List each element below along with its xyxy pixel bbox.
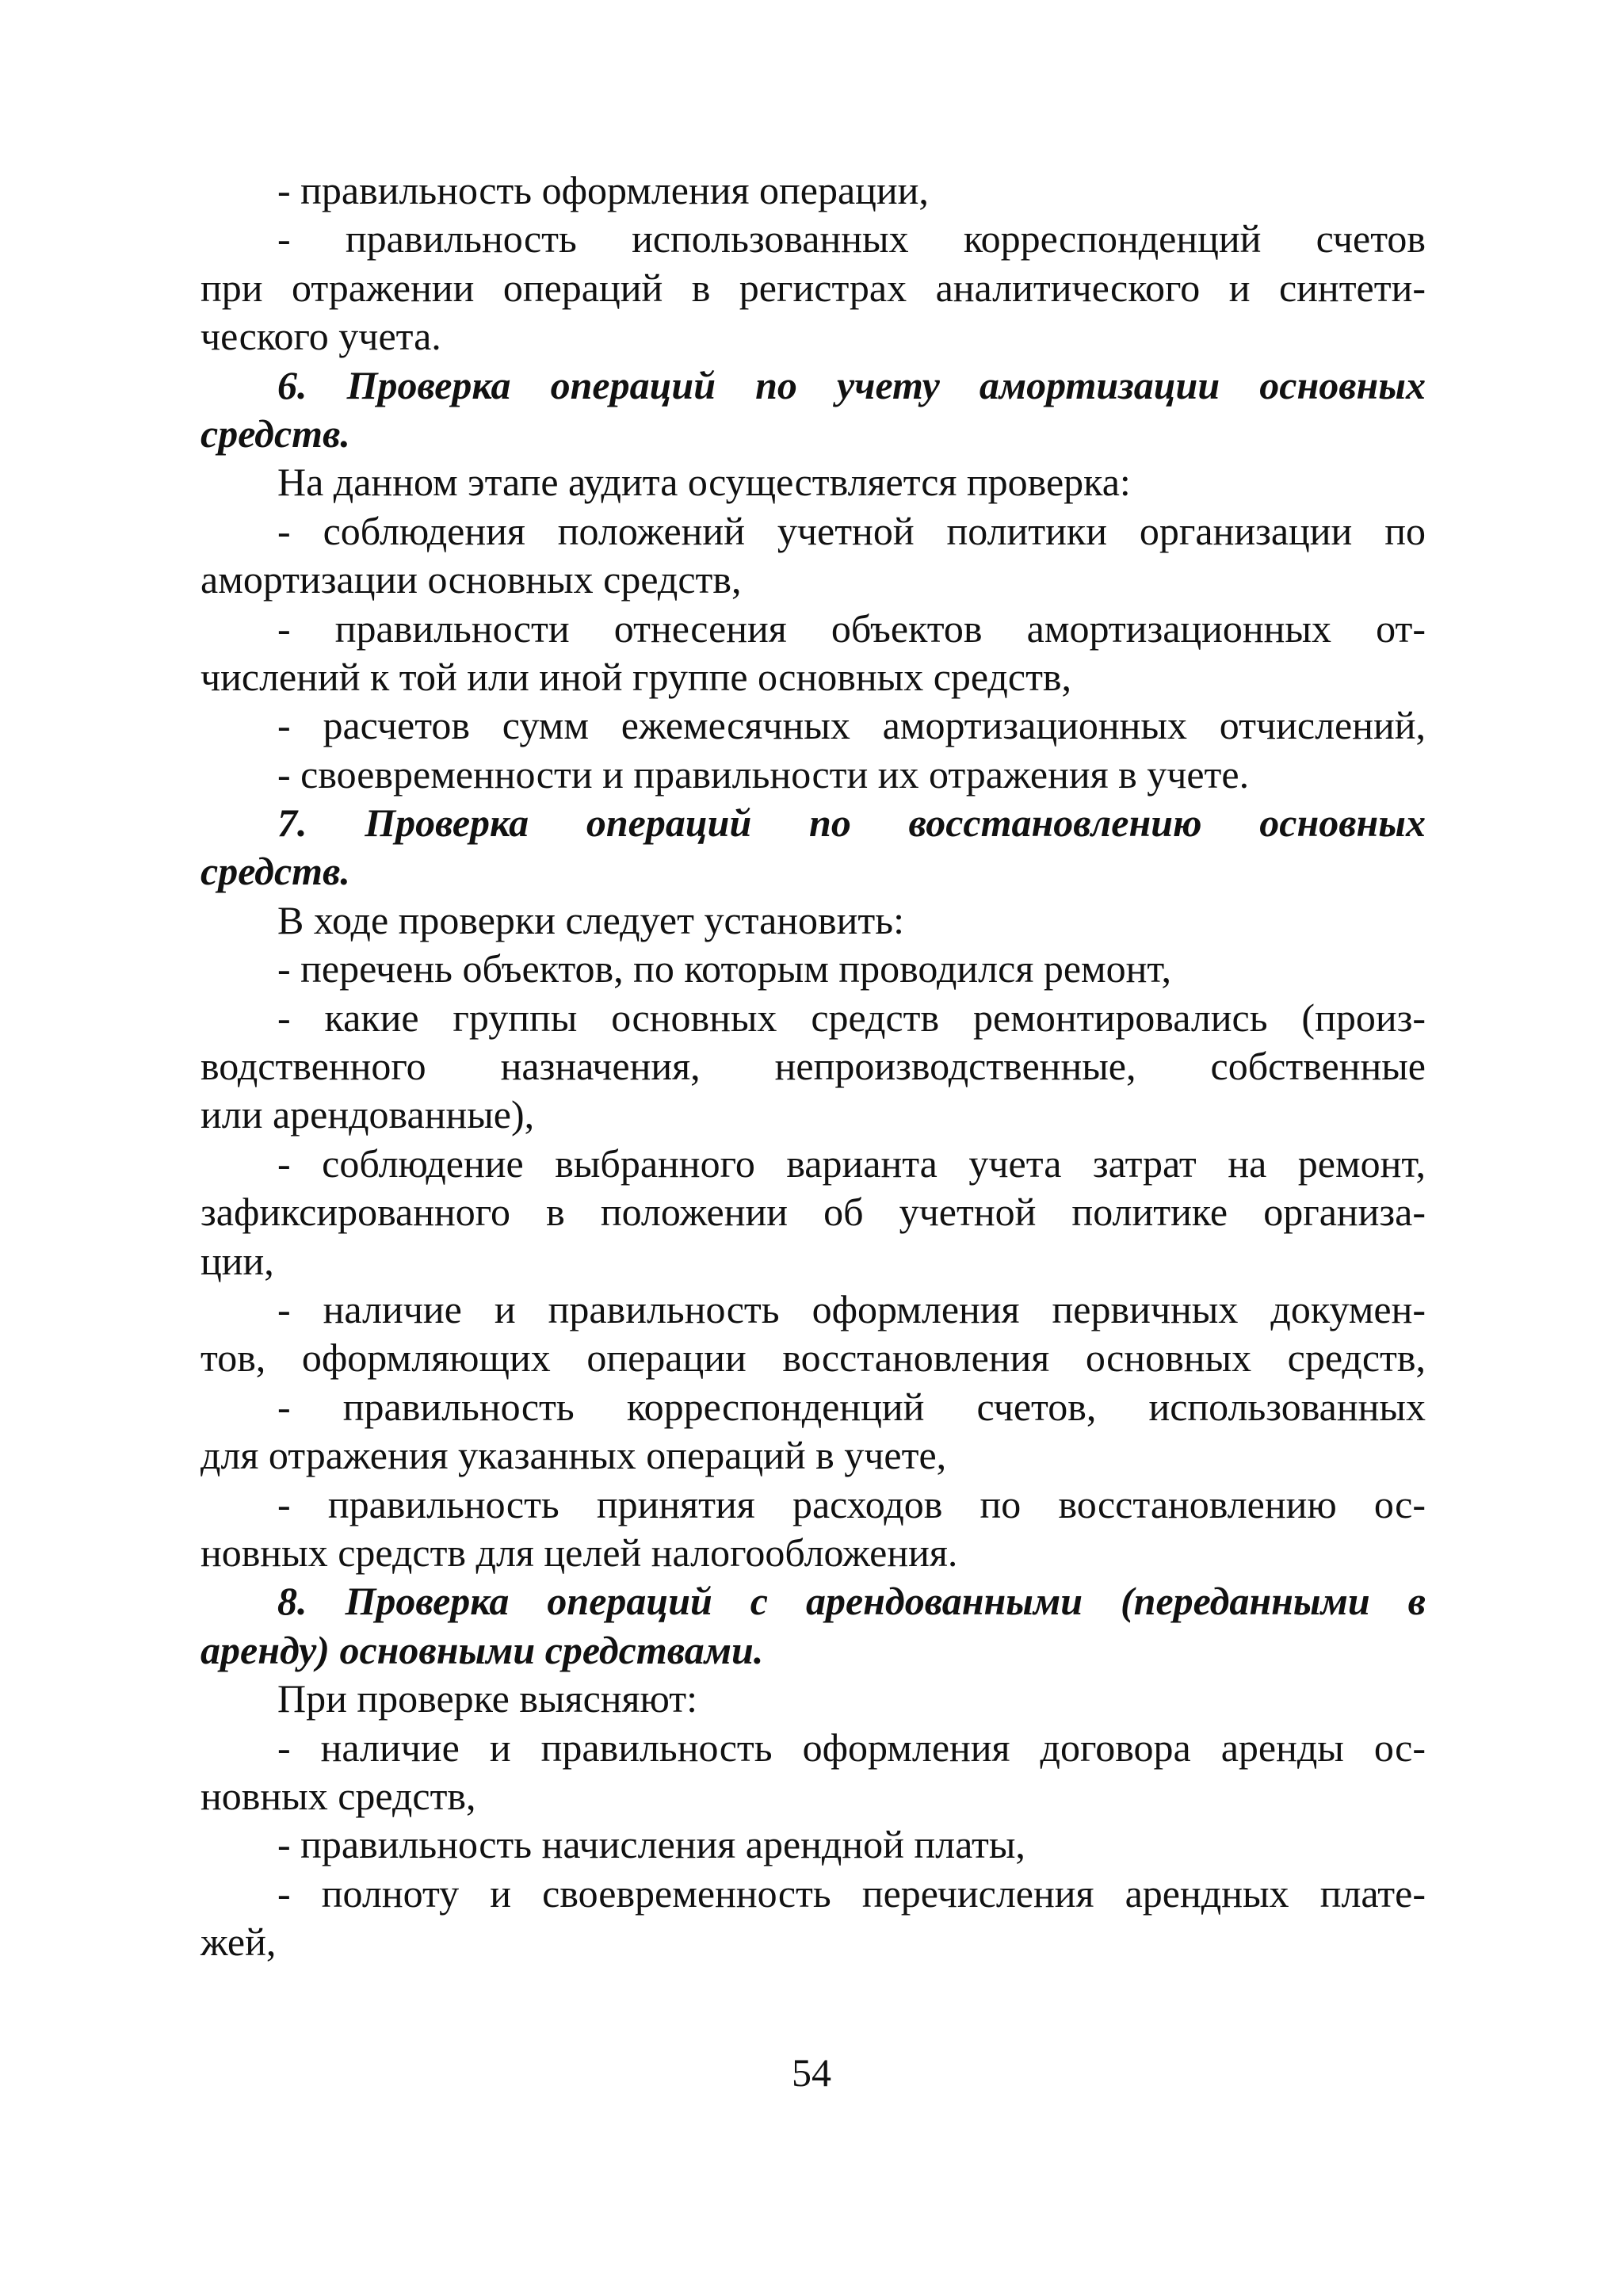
text-line: - перечень объектов, по которым проводился ремонт, xyxy=(277,946,1172,991)
text-line: - правильность использованных корреспонденций счетов xyxy=(277,216,1426,262)
section-heading-line: 7. Проверка операций по восстановлению основных xyxy=(277,800,1426,846)
text-line: - наличие и правильность оформления первичных докумен- xyxy=(277,1286,1426,1331)
text-line: новных средств, xyxy=(200,1773,476,1818)
text-line: числений к той или иной группе основных средств, xyxy=(200,654,1072,699)
text-line: - соблюдения положений учетной политики организации по xyxy=(277,508,1426,553)
text-line: ции, xyxy=(200,1238,274,1283)
text-line: - правильность начисления арендной платы, xyxy=(277,1822,1025,1867)
text-line: или арендованные), xyxy=(200,1092,535,1137)
section-heading-line: средств. xyxy=(200,411,350,456)
text-line: На данном этапе аудита осуществляется проверка: xyxy=(277,460,1131,505)
text-line: амортизации основных средств, xyxy=(200,557,742,602)
text-line: При проверке выясняют: xyxy=(277,1676,697,1721)
text-line: В ходе проверки следует установить: xyxy=(277,897,904,942)
text-line: зафиксированного в положении об учетной политике организа- xyxy=(200,1190,1426,1235)
section-heading-line: 8. Проверка операций с арендованными (переданными в xyxy=(277,1579,1426,1624)
text-line: - своевременности и правильности их отражения в учете. xyxy=(277,751,1250,797)
text-line: водственного назначения, непроизводственные, собственные xyxy=(200,1044,1426,1089)
section-heading-line: 6. Проверка операций по учету амортизации основных xyxy=(277,362,1426,407)
text-line: для отражения указанных операций в учете, xyxy=(200,1433,947,1478)
text-line: - расчетов сумм ежемесячных амортизационных отчислений, xyxy=(277,703,1426,748)
text-line: - правильность корреспонденций счетов, использованных xyxy=(277,1384,1426,1429)
text-line: - наличие и правильность оформления договора аренды ос- xyxy=(277,1725,1426,1770)
text-line: - какие группы основных средств ремонтировались (произ- xyxy=(277,995,1426,1040)
text-line: - полноту и своевременность перечисления арендных плате- xyxy=(277,1870,1426,1916)
page-body xyxy=(200,166,1426,1966)
text-line: - соблюдение выбранного варианта учета затрат на ремонт, xyxy=(277,1140,1426,1186)
text-line: - правильность оформления операции, xyxy=(277,168,929,212)
text-line: - правильность принятия расходов по восстановлению ос- xyxy=(277,1481,1426,1526)
text-line: тов, оформляющих операции восстановления основных средств, xyxy=(200,1335,1426,1381)
section-heading-line: аренду) основными средствами. xyxy=(200,1627,764,1672)
text-line: при отражении операций в регистрах аналитического и синтети- xyxy=(200,265,1426,310)
text-line: ческого учета. xyxy=(200,314,441,359)
page-number: 54 xyxy=(792,2050,831,2095)
text-line: новных средств для целей налогообложения. xyxy=(200,1530,958,1575)
section-heading-line: средств. xyxy=(200,849,350,894)
text-line: жей, xyxy=(200,1920,277,1965)
text-line: - правильности отнесения объектов амортизационных от- xyxy=(277,606,1426,651)
